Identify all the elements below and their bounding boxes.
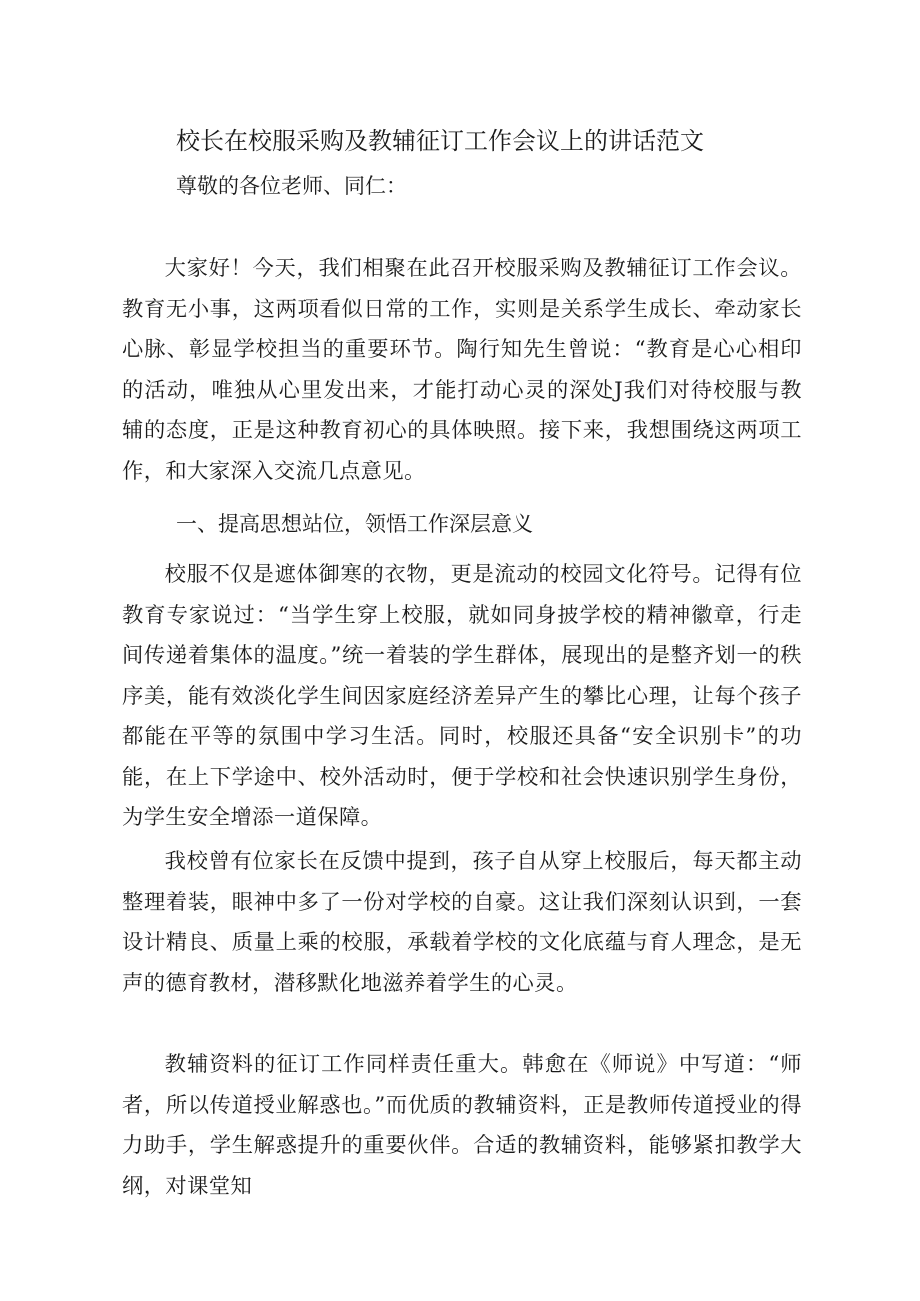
paragraph-teaching-materials: 教辅资料的征订工作同样责任重大。韩愈在《师说》中写道：“师者，所以传道授业解惑也。”而优质的教辅资料，正是教师传道授业的得力助手，学生解惑提升的重要伙伴。合适的教辅资料，能够紧扣教学大纲，对课堂知: [122, 1052, 802, 1199]
section-heading: 一、提高思想站位，领悟工作深层意义: [176, 512, 533, 536]
salutation: 尊敬的各位老师、同仁：: [176, 174, 407, 198]
paragraph-opening: 大家好！今天，我们相聚在此召开校服采购及教辅征订工作会议。教育无小事，这两项看似日常的工作，实则是关系学生成长、牵动家长心脉、彰显学校担当的重要环节。陶行知先生曾说：“教育是心心相印的活动，唯独从心里发出来，才能打动心灵的深处J我们对待校服与教辅的态度，正是这种教育初心的具体映照。接下来，我想围绕这两项工作，和大家深入交流几点意见。: [122, 256, 802, 484]
paragraph-parent-feedback: 我校曾有位家长在反馈中提到，孩子自从穿上校服后，每天都主动整理着装，眼神中多了一份对学校的自豪。这让我们深刻认识到，一套设计精良、质量上乘的校服，承载着学校的文化底蕴与育人理念，是无声的德育教材，潜移默化地滋养着学生的心灵。: [122, 849, 802, 996]
paragraph-uniform-meaning: 校服不仅是遮体御寒的衣物，更是流动的校园文化符号。记得有位教育专家说过：“当学生穿上校服，就如同身披学校的精神徽章，行走间传递着集体的温度。”统一着装的学生群体，展现出的是整齐划一的秩序美，能有效淡化学生间因家庭经济差异产生的攀比心理，让每个孩子都能在平等的氛围中学习生活。同时，校服还具备“安全识别卡”的功能，在上下学途中、校外活动时，便于学校和社会快速识别学生身份，为学生安全增添一道保障。: [122, 562, 802, 830]
document-title: 校长在校服采购及教辅征订工作会议上的讲话范文: [176, 127, 704, 155]
